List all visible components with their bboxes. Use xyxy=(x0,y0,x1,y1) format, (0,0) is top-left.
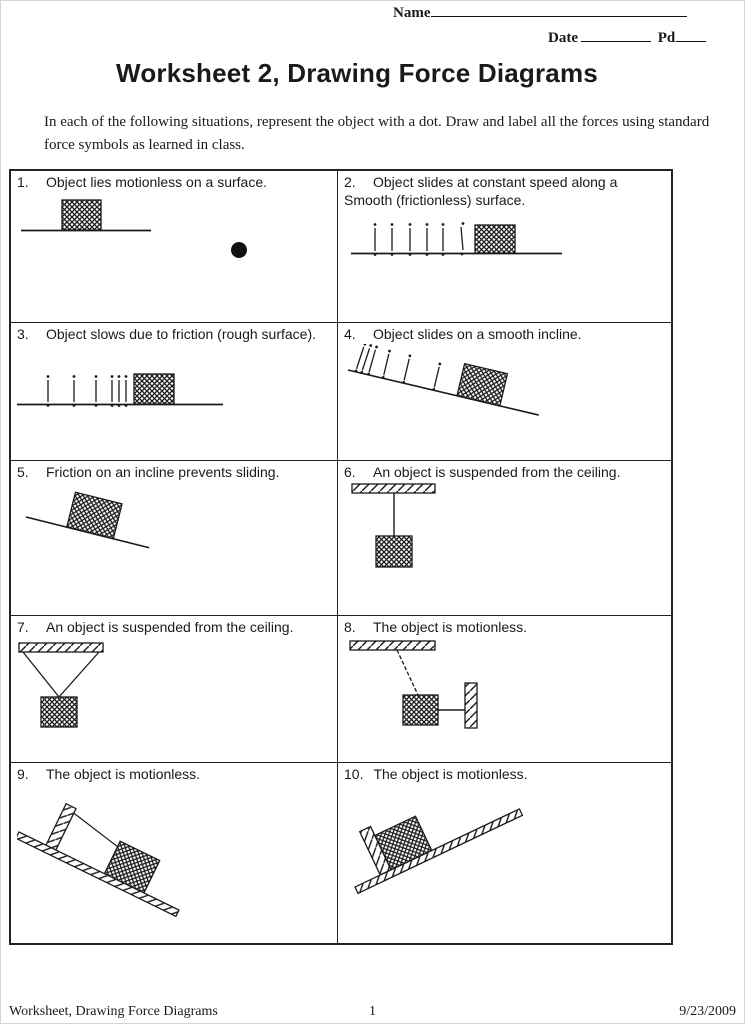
problem-text: Object lies motionless on a surface. xyxy=(46,174,267,190)
string-right xyxy=(59,652,99,697)
diagram-hanging-single-string xyxy=(344,482,664,576)
problem-text: Object slows due to friction (rough surface). xyxy=(46,326,317,342)
object-box xyxy=(475,225,515,253)
date-label: Date xyxy=(548,30,578,46)
problem-cell-1 xyxy=(11,171,338,323)
problem-number: 8. xyxy=(344,619,356,635)
date-field-row xyxy=(548,29,706,47)
diagram-ramp-post-block xyxy=(344,784,666,934)
footer-date: 9/23/2009 xyxy=(679,1004,736,1019)
problem-text: An object is suspended from the ceiling. xyxy=(46,619,294,635)
pd-blank-line xyxy=(676,29,706,42)
problem-cell-3 xyxy=(11,323,338,461)
problem-cell-10 xyxy=(338,763,671,943)
diagram-constant-speed xyxy=(344,212,664,276)
diagram-hanging-two-strings xyxy=(17,637,329,735)
problem-text: The object is motionless. xyxy=(373,766,528,782)
answer-dot xyxy=(231,242,247,258)
diagonal-string xyxy=(397,650,418,695)
ceiling-bar xyxy=(350,641,435,650)
ramp-bar xyxy=(17,832,179,916)
wall-bar xyxy=(465,683,477,728)
ceiling-bar xyxy=(352,484,435,493)
incline-line xyxy=(348,370,539,415)
tick-dots xyxy=(354,344,442,391)
problem-cell-8 xyxy=(338,616,671,763)
problem-cell-6 xyxy=(338,461,671,616)
object-box xyxy=(41,697,77,727)
problem-text: The object is motionless. xyxy=(46,766,201,782)
name-field-row xyxy=(393,4,687,22)
problem-number: 5. xyxy=(17,464,29,480)
problem-text: Object slides on a smooth incline. xyxy=(373,326,582,342)
problem-text: Object slides at constant speed along a Smooth (frictionless) surface. xyxy=(344,174,618,208)
problem-number: 1. xyxy=(17,174,29,190)
problem-cell-9 xyxy=(11,763,338,943)
post-bar xyxy=(46,804,76,850)
diagram-string-and-wall xyxy=(344,637,664,737)
string-left xyxy=(23,652,59,697)
problem-text: The object is motionless. xyxy=(373,619,528,635)
name-label: Name xyxy=(393,5,431,21)
problem-number: 9. xyxy=(17,766,29,782)
string xyxy=(69,813,122,847)
instructions-text: In each of the following situations, represent the object with a dot. Draw and label all the forces using standard force symbols as learned in class. xyxy=(44,114,710,153)
diagram-ramp-post-string xyxy=(17,784,332,936)
problem-number: 4. xyxy=(344,326,356,342)
problem-cell-2 xyxy=(338,171,671,323)
date-blank-line xyxy=(581,29,651,42)
page-title: Worksheet 2, Drawing Force Diagrams xyxy=(116,58,598,88)
problem-cell-4 xyxy=(338,323,671,461)
object-box xyxy=(67,492,122,539)
tick-dots xyxy=(47,375,128,407)
tick-dots xyxy=(374,222,465,256)
problem-number: 3. xyxy=(17,326,29,342)
motion-ticks xyxy=(48,380,126,402)
pd-label: Pd xyxy=(657,30,676,46)
diagram-smooth-incline xyxy=(344,344,666,438)
diagram-friction-incline xyxy=(17,484,329,560)
problem-cell-5 xyxy=(11,461,338,616)
ceiling-bar xyxy=(19,643,103,652)
object-box xyxy=(134,374,174,404)
problem-cell-7 xyxy=(11,616,338,763)
object-box xyxy=(457,364,507,406)
object-box xyxy=(403,695,438,725)
object-box xyxy=(62,200,101,230)
problems-grid xyxy=(9,169,673,945)
diagram-friction-slowing xyxy=(17,356,329,422)
object-box xyxy=(376,536,412,567)
diagram-box-on-surface xyxy=(17,192,329,276)
problem-text: Friction on an incline prevents sliding. xyxy=(46,464,280,480)
footer-title: Worksheet, Drawing Force Diagrams xyxy=(9,1004,218,1019)
problem-text: An object is suspended from the ceiling. xyxy=(373,464,621,480)
problem-number: 10. xyxy=(344,766,364,782)
motion-ticks xyxy=(375,227,463,251)
problem-number: 7. xyxy=(17,619,29,635)
problem-number: 6. xyxy=(344,464,356,480)
name-blank-line xyxy=(431,4,687,17)
footer-page-number: 1 xyxy=(369,1004,376,1019)
problem-number: 2. xyxy=(344,174,356,190)
page-footer xyxy=(9,1004,736,1020)
